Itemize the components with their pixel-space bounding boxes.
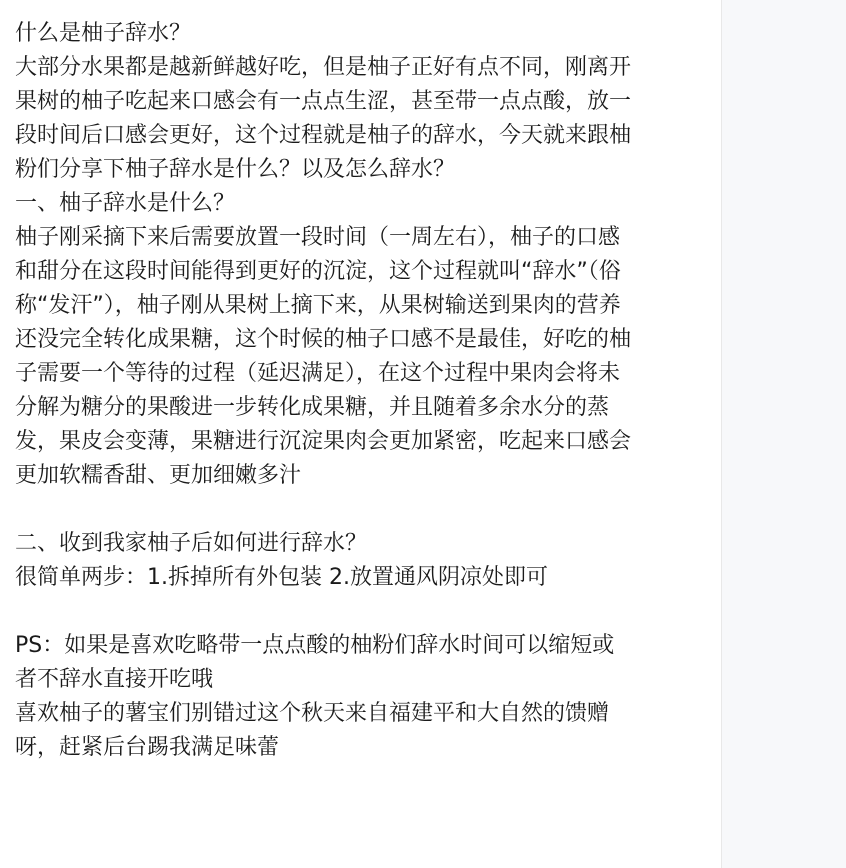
ps-line: PS：如果是喜欢吃略带一点点酸的柚粉们辞水时间可以缩短或 <box>15 633 615 658</box>
paragraph-line: 称“发汗”），柚子刚从果树上摘下来，从果树输送到果肉的营养 <box>15 293 621 318</box>
paragraph-line: 还没完全转化成果糖，这个时候的柚子口感不是最佳，好吃的柚 <box>15 327 632 352</box>
paragraph-line: 发，果皮会变薄，果糖进行沉淀果肉会更加紧密，吃起来口感会 <box>15 429 632 454</box>
ps-line: 者不辞水直接开吃哦 <box>15 667 214 692</box>
closing-line: 喜欢柚子的薯宝们别错过这个秋天来自福建平和大自然的馈赠 <box>15 701 610 726</box>
paragraph-line: 柚子刚采摘下来后需要放置一段时间（一周左右），柚子的口感 <box>15 225 621 250</box>
paragraph-line: 更加软糯香甜、更加细嫩多汁 <box>15 463 302 488</box>
paragraph-line: 子需要一个等待的过程（延迟满足），在这个过程中果肉会将未 <box>15 361 621 386</box>
section-heading-2: 二、收到我家柚子后如何进行辞水？ <box>15 531 368 556</box>
right-sidebar-panel <box>721 0 846 868</box>
paragraph-line: 大部分水果都是越新鲜越好吃，但是柚子正好有点不同，刚离开 <box>15 55 632 80</box>
paragraph-spacer <box>15 493 720 527</box>
paragraph-line: 果树的柚子吃起来口感会有一点点生涩，甚至带一点点酸，放一 <box>15 89 632 114</box>
paragraph-line: 很简单两步：1.拆掉所有外包装 2.放置通风阴凉处即可 <box>15 565 548 590</box>
paragraph-line: 分解为糖分的果酸进一步转化成果糖，并且随着多余水分的蒸 <box>15 395 610 420</box>
paragraph-spacer <box>15 595 720 629</box>
section-heading-1: 一、柚子辞水是什么？ <box>15 191 236 216</box>
paragraph-line: 和甜分在这段时间能得到更好的沉淀，这个过程就叫“辞水”（俗 <box>15 259 621 284</box>
article-heading: 什么是柚子辞水？ <box>15 21 192 46</box>
paragraph-line: 粉们分享下柚子辞水是什么？以及怎么辞水？ <box>15 157 456 182</box>
paragraph-line: 段时间后口感会更好，这个过程就是柚子的辞水，今天就来跟柚 <box>15 123 632 148</box>
closing-line: 呀，赶紧后台踢我满足味蕾 <box>15 735 280 760</box>
